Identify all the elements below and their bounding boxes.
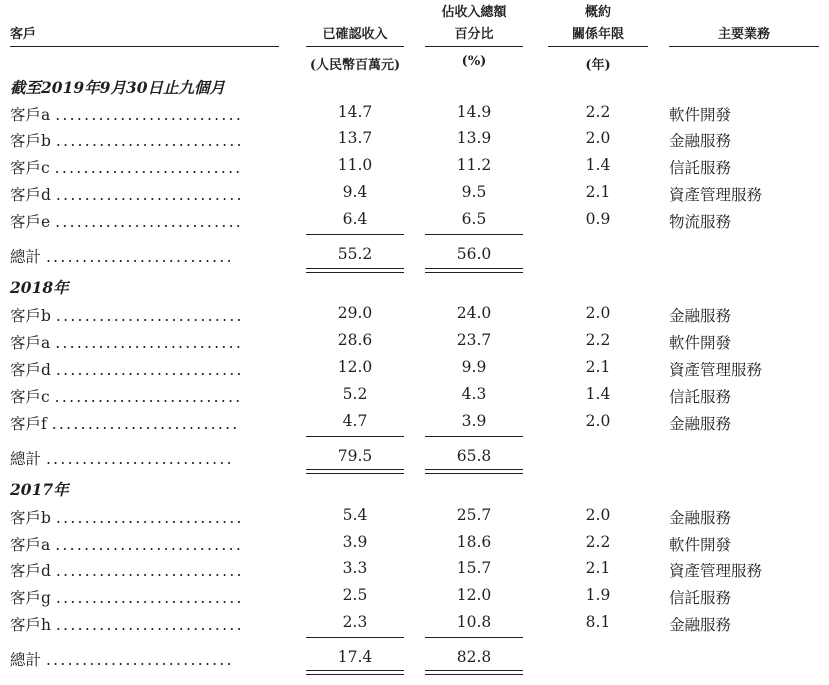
total-label: 總計 .......................... <box>10 651 234 669</box>
customer-cell: 客戶c .......................... <box>10 159 243 177</box>
business-cell: 資產管理服務 <box>669 186 763 204</box>
total-revenue: 17.4 <box>337 648 373 666</box>
share-cell: 10.8 <box>456 613 492 631</box>
revenue-cell: 3.3 <box>342 559 368 577</box>
revenue-cell: 6.4 <box>342 210 368 228</box>
business-cell: 信託服務 <box>669 388 732 406</box>
table-row <box>0 381 829 407</box>
unit-share: (%) <box>461 54 487 69</box>
total-row <box>0 644 829 670</box>
business-cell: 金融服務 <box>669 509 732 527</box>
total-double-rule <box>306 469 404 474</box>
years-cell: 1.9 <box>585 586 611 604</box>
header-revenue: 已確認收入 <box>322 27 388 42</box>
table-row <box>0 529 829 555</box>
business-cell: 金融服務 <box>669 616 732 634</box>
header-rule-business <box>669 46 819 47</box>
total-revenue: 79.5 <box>337 447 373 465</box>
business-cell: 金融服務 <box>669 132 732 150</box>
table-row <box>0 300 829 326</box>
total-label: 總計 .......................... <box>10 248 234 266</box>
table-row <box>0 354 829 380</box>
total-share: 56.0 <box>456 245 492 263</box>
table-row <box>0 408 829 434</box>
years-cell: 2.2 <box>585 103 611 121</box>
customer-cell: 客戶b .......................... <box>10 132 244 150</box>
years-cell: 2.0 <box>585 412 611 430</box>
years-cell: 1.4 <box>585 156 611 174</box>
table-row <box>0 99 829 125</box>
customer-cell: 客戶d .......................... <box>10 562 244 580</box>
revenue-cell: 2.5 <box>342 586 368 604</box>
customer-cell: 客戶d .......................... <box>10 186 244 204</box>
business-cell: 信託服務 <box>669 589 732 607</box>
customer-cell: 客戶h .......................... <box>10 616 244 634</box>
share-cell: 23.7 <box>456 331 492 349</box>
table-row <box>0 179 829 205</box>
table-row <box>0 582 829 608</box>
business-cell: 信託服務 <box>669 159 732 177</box>
customer-cell: 客戶f .......................... <box>10 415 240 433</box>
share-cell: 9.9 <box>461 358 487 376</box>
customer-cell: 客戶b .......................... <box>10 307 244 325</box>
years-cell: 2.2 <box>585 331 611 349</box>
share-cell: 24.0 <box>456 304 492 322</box>
header-rule-share <box>425 46 523 47</box>
revenue-cell: 11.0 <box>337 156 373 174</box>
section-title: 2018年 <box>10 278 69 297</box>
years-cell: 2.0 <box>585 304 611 322</box>
table-row <box>0 609 829 635</box>
share-cell: 13.9 <box>456 129 492 147</box>
revenue-cell: 28.6 <box>337 331 373 349</box>
total-double-rule <box>425 268 523 273</box>
customer-cell: 客戶d .......................... <box>10 361 244 379</box>
share-cell: 15.7 <box>456 559 492 577</box>
revenue-cell: 2.3 <box>342 613 368 631</box>
subtotal-rule <box>306 436 404 437</box>
total-double-rule <box>306 268 404 273</box>
header-rule-customer <box>10 46 279 47</box>
table-row <box>0 206 829 232</box>
revenue-cell: 12.0 <box>337 358 373 376</box>
total-revenue: 55.2 <box>337 245 373 263</box>
customer-cell: 客戶e .......................... <box>10 213 244 231</box>
revenue-cell: 3.9 <box>342 533 368 551</box>
table-row <box>0 125 829 151</box>
unit-revenue: (人民幣百萬元) <box>309 58 401 73</box>
header-customer: 客戶 <box>10 27 37 42</box>
header-rule-relationship <box>548 46 648 47</box>
business-cell: 軟件開發 <box>669 334 732 352</box>
share-cell: 3.9 <box>461 412 487 430</box>
share-cell: 4.3 <box>461 385 487 403</box>
section-title: 截至2019年9月30日止九個月 <box>10 78 225 97</box>
years-cell: 2.2 <box>585 533 611 551</box>
subtotal-rule <box>425 436 523 437</box>
years-cell: 2.1 <box>585 559 611 577</box>
subtotal-rule <box>306 637 404 638</box>
share-cell: 12.0 <box>456 586 492 604</box>
revenue-cell: 4.7 <box>342 412 368 430</box>
unit-relationship: (年) <box>585 58 611 73</box>
years-cell: 2.1 <box>585 358 611 376</box>
customer-cell: 客戶g .......................... <box>10 589 244 607</box>
business-cell: 物流服務 <box>669 213 732 231</box>
revenue-cell: 14.7 <box>337 103 373 121</box>
total-label: 總計 .......................... <box>10 450 234 468</box>
header-business: 主要業務 <box>717 27 770 42</box>
business-cell: 軟件開發 <box>669 106 732 124</box>
revenue-cell: 29.0 <box>337 304 373 322</box>
years-cell: 0.9 <box>585 210 611 228</box>
header-share-line1: 佔收入總額 <box>441 5 507 20</box>
customer-cell: 客戶b .......................... <box>10 509 244 527</box>
years-cell: 8.1 <box>585 613 611 631</box>
table-row <box>0 502 829 528</box>
section-title: 2017年 <box>10 480 69 499</box>
customer-cell: 客戶a .......................... <box>10 106 244 124</box>
header-rule-revenue <box>306 46 404 47</box>
share-cell: 18.6 <box>456 533 492 551</box>
years-cell: 1.4 <box>585 385 611 403</box>
subtotal-rule <box>425 637 523 638</box>
years-cell: 2.0 <box>585 506 611 524</box>
years-cell: 2.1 <box>585 183 611 201</box>
total-row <box>0 241 829 267</box>
share-cell: 9.5 <box>461 183 487 201</box>
revenue-cell: 5.4 <box>342 506 368 524</box>
total-double-rule <box>425 469 523 474</box>
total-share: 82.8 <box>456 648 492 666</box>
customer-cell: 客戶a .......................... <box>10 536 244 554</box>
total-double-rule <box>306 670 404 675</box>
total-double-rule <box>425 670 523 675</box>
revenue-cell: 5.2 <box>342 385 368 403</box>
business-cell: 資產管理服務 <box>669 361 763 379</box>
total-row <box>0 443 829 469</box>
header-relationship-line2: 關係年限 <box>571 27 624 42</box>
total-share: 65.8 <box>456 447 492 465</box>
business-cell: 金融服務 <box>669 415 732 433</box>
revenue-cell: 9.4 <box>342 183 368 201</box>
revenue-cell: 13.7 <box>337 129 373 147</box>
subtotal-rule <box>306 234 404 235</box>
business-cell: 資產管理服務 <box>669 562 763 580</box>
subtotal-rule <box>425 234 523 235</box>
share-cell: 6.5 <box>461 210 487 228</box>
business-cell: 金融服務 <box>669 307 732 325</box>
header-share-line2: 百分比 <box>454 27 494 42</box>
customer-cell: 客戶c .......................... <box>10 388 243 406</box>
share-cell: 25.7 <box>456 506 492 524</box>
share-cell: 11.2 <box>456 156 492 174</box>
table-row <box>0 152 829 178</box>
share-cell: 14.9 <box>456 103 492 121</box>
table-row <box>0 555 829 581</box>
customer-cell: 客戶a .......................... <box>10 334 244 352</box>
table-row <box>0 327 829 353</box>
business-cell: 軟件開發 <box>669 536 732 554</box>
header-relationship-line1: 概約 <box>584 5 611 20</box>
years-cell: 2.0 <box>585 129 611 147</box>
